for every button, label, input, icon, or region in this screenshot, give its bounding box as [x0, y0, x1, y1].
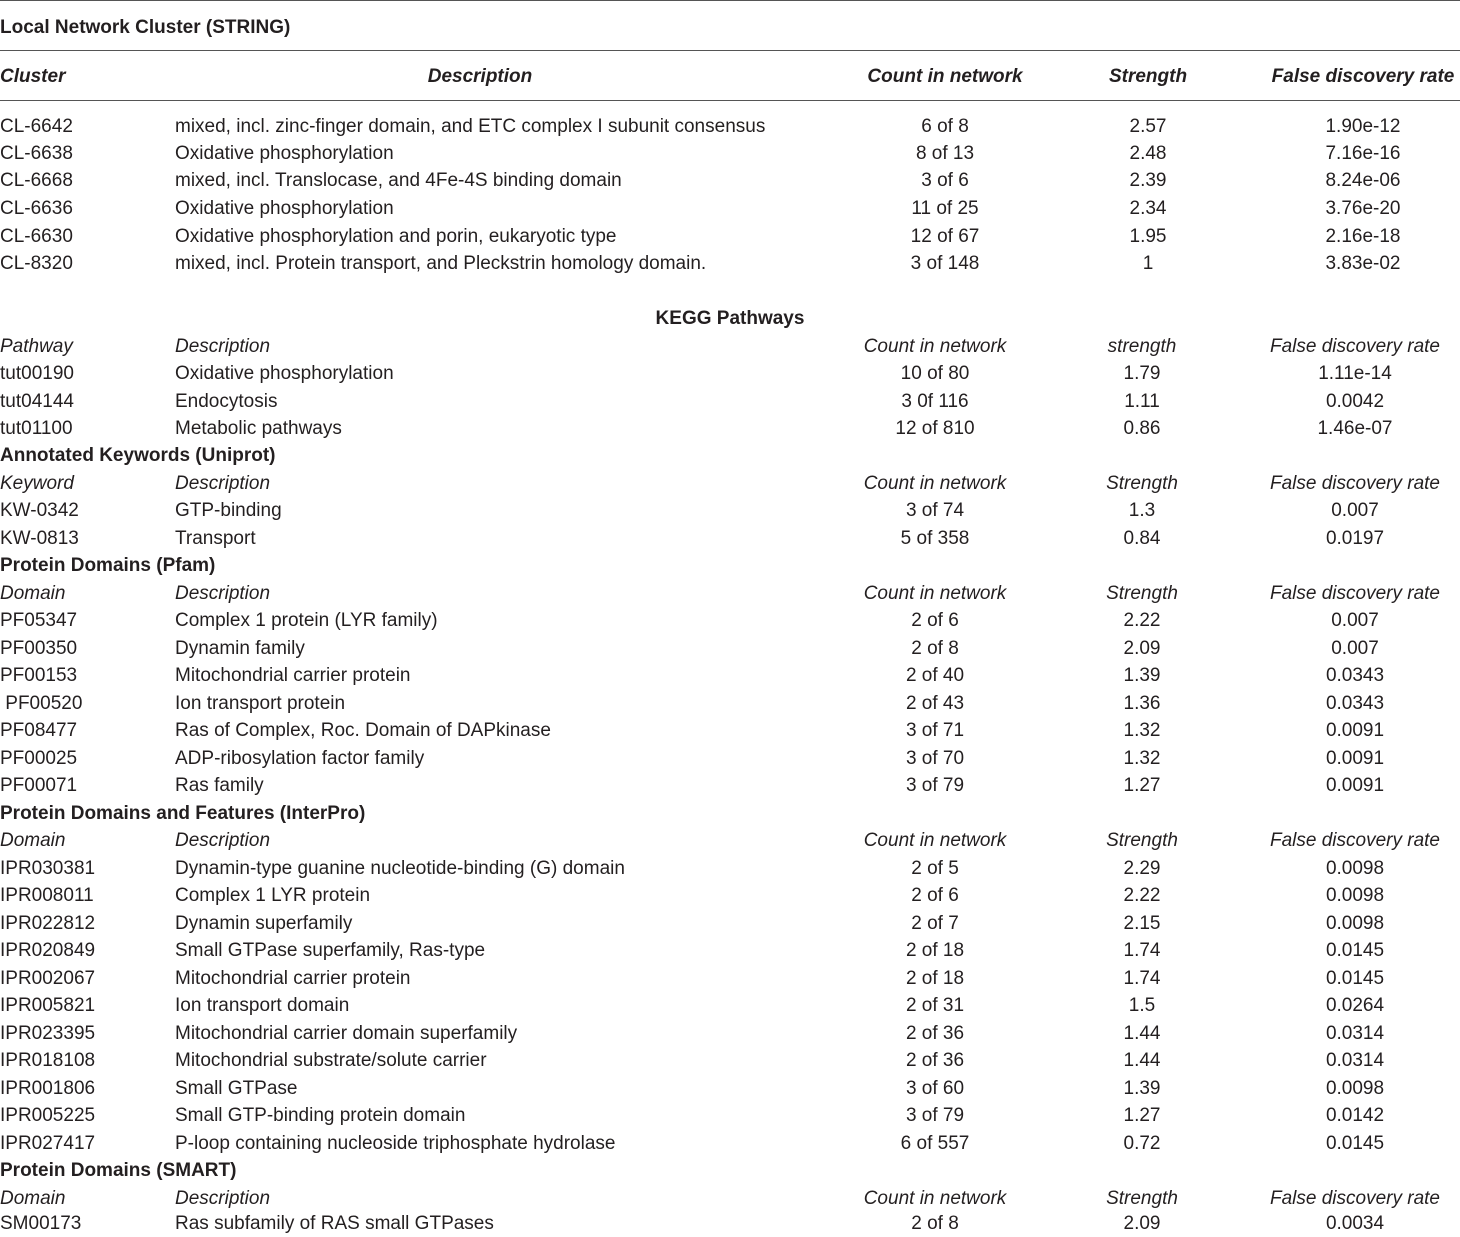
fdr: 0.0034 — [1325, 1213, 1385, 1234]
strength: 1.39 — [1123, 1078, 1161, 1099]
title-rule — [0, 50, 1460, 51]
header-strength: strength — [1107, 336, 1177, 357]
description: Ion transport domain — [175, 995, 350, 1016]
count: 2 of 36 — [905, 1050, 965, 1071]
fdr: 0.0264 — [1325, 995, 1385, 1016]
fdr: 0.0091 — [1325, 748, 1385, 769]
table-row — [0, 415, 1460, 442]
section-header-row — [0, 580, 1460, 607]
strength: 2.48 — [1129, 143, 1167, 164]
count: 2 of 8 — [911, 1213, 959, 1234]
count: 2 of 6 — [911, 610, 959, 631]
section-title-interpro: Protein Domains and Features (InterPro) — [0, 803, 366, 824]
header-fdr: False discovery rate — [1269, 583, 1441, 604]
strength: 2.09 — [1123, 1213, 1161, 1234]
table-row — [0, 388, 1460, 415]
count: 12 of 810 — [895, 418, 975, 439]
description: Dynamin superfamily — [175, 913, 353, 934]
table-row — [0, 910, 1460, 937]
term-id: tut01100 — [0, 418, 73, 439]
term-id: IPR002067 — [0, 968, 96, 989]
fdr: 0.0098 — [1325, 885, 1385, 906]
term-id: IPR023395 — [0, 1023, 96, 1044]
description: Complex 1 LYR protein — [175, 885, 371, 906]
section-header-row — [0, 827, 1460, 854]
term-id: PF00350 — [0, 638, 78, 659]
section-title-row — [0, 442, 1460, 469]
count: 2 of 18 — [905, 968, 965, 989]
header-rule — [0, 100, 1460, 101]
count: 3 of 148 — [910, 253, 980, 274]
count: 3 of 79 — [905, 775, 965, 796]
table-row — [0, 745, 1460, 772]
header-strength: Strength — [1106, 1188, 1178, 1209]
fdr: 3.83e-02 — [1325, 253, 1401, 274]
description: Mitochondrial carrier protein — [175, 665, 411, 686]
header-row-cluster — [0, 63, 1460, 90]
strength: 0.84 — [1123, 528, 1161, 549]
header-cluster: Cluster — [0, 66, 66, 87]
table-row — [0, 140, 1460, 167]
term-id: IPR005225 — [0, 1105, 96, 1126]
section-title-kegg: KEGG Pathways — [655, 308, 805, 329]
cluster-id: CL-6642 — [0, 116, 73, 137]
table-row — [0, 1075, 1460, 1102]
strength: 2.22 — [1123, 610, 1161, 631]
description: Metabolic pathways — [175, 418, 342, 439]
fdr: 0.0314 — [1325, 1023, 1385, 1044]
term-id: IPR008011 — [0, 885, 94, 906]
description: Dynamin-type guanine nucleotide-binding (G) domain — [175, 858, 625, 879]
fdr: 0.0098 — [1325, 913, 1385, 934]
header-fdr: False discovery rate — [1269, 830, 1441, 851]
description: Mitochondrial carrier domain superfamily — [175, 1023, 518, 1044]
section-title-pfam: Protein Domains (Pfam) — [0, 555, 216, 576]
count: 3 0f 116 — [901, 391, 969, 412]
header-id: Domain — [0, 830, 66, 851]
term-id: IPR001806 — [0, 1078, 96, 1099]
count: 6 of 8 — [921, 116, 969, 137]
description: Small GTPase superfamily, Ras-type — [175, 940, 486, 961]
section-title-row — [0, 552, 1460, 579]
term-id: KW-0813 — [0, 528, 79, 549]
header-id: Domain — [0, 583, 66, 604]
description: Dynamin family — [175, 638, 305, 659]
header-description: Description — [175, 583, 271, 604]
fdr: 1.90e-12 — [1325, 116, 1401, 137]
section-title-uniprot: Annotated Keywords (Uniprot) — [0, 445, 276, 466]
description: Mitochondrial carrier protein — [175, 968, 411, 989]
table-row — [0, 497, 1460, 524]
header-count: Count in network — [863, 473, 1007, 494]
term-id: IPR027417 — [0, 1133, 96, 1154]
header-description: Description — [175, 1188, 271, 1209]
header-strength: Strength — [1106, 473, 1178, 494]
count: 2 of 18 — [905, 940, 965, 961]
description: Oxidative phosphorylation and porin, eukaryotic type — [175, 226, 617, 247]
table-row — [0, 1102, 1460, 1129]
strength: 1.32 — [1123, 748, 1161, 769]
description: P-loop containing nucleoside triphosphate hydrolase — [175, 1133, 616, 1154]
description: Oxidative phosphorylation — [175, 143, 394, 164]
count: 2 of 31 — [905, 995, 965, 1016]
header-count: Count in network — [863, 1188, 1007, 1209]
fdr: 0.0314 — [1325, 1050, 1385, 1071]
description: Small GTPase — [175, 1078, 298, 1099]
strength: 2.29 — [1123, 858, 1161, 879]
strength: 1.27 — [1123, 775, 1161, 796]
term-id: PF00520 — [0, 693, 83, 714]
header-description: Description — [427, 66, 533, 87]
table-row — [0, 992, 1460, 1019]
fdr: 0.0343 — [1325, 693, 1385, 714]
description: mixed, incl. Translocase, and 4Fe-4S binding domain — [175, 170, 622, 191]
header-description: Description — [175, 830, 271, 851]
fdr: 7.16e-16 — [1325, 143, 1401, 164]
strength: 2.09 — [1123, 638, 1161, 659]
fdr: 0.0091 — [1325, 775, 1385, 796]
term-id: tut04144 — [0, 391, 74, 412]
count: 10 of 80 — [900, 363, 970, 384]
term-id: SM00173 — [0, 1213, 82, 1234]
count: 2 of 5 — [911, 858, 959, 879]
cluster-id: CL-8320 — [0, 253, 73, 274]
count: 3 of 71 — [905, 720, 965, 741]
strength: 1.79 — [1123, 363, 1161, 384]
fdr: 0.007 — [1331, 638, 1379, 659]
table-row — [0, 662, 1460, 689]
description: Endocytosis — [175, 391, 278, 412]
strength: 1.3 — [1128, 500, 1156, 521]
header-id: Keyword — [0, 473, 74, 494]
header-count: Count in network — [863, 336, 1007, 357]
cluster-id: CL-6630 — [0, 226, 73, 247]
strength: 1.74 — [1123, 968, 1161, 989]
description: ADP-ribosylation factor family — [175, 748, 425, 769]
header-strength: Strength — [1106, 830, 1178, 851]
fdr: 0.0343 — [1325, 665, 1385, 686]
table-row — [0, 223, 1460, 250]
section-header-row — [0, 1185, 1460, 1212]
strength: 2.22 — [1123, 885, 1161, 906]
count: 2 of 40 — [905, 665, 965, 686]
table-row — [0, 525, 1460, 552]
strength: 1.39 — [1123, 665, 1161, 686]
fdr: 3.76e-20 — [1325, 198, 1401, 219]
strength: 1.11 — [1124, 391, 1160, 412]
fdr: 0.0142 — [1325, 1105, 1385, 1126]
description: Ras family — [175, 775, 264, 796]
description: Ras of Complex, Roc. Domain of DAPkinase — [175, 720, 551, 741]
section-header-row — [0, 470, 1460, 497]
table-row — [0, 965, 1460, 992]
table-row — [0, 1130, 1460, 1157]
fdr: 1.46e-07 — [1317, 418, 1393, 439]
table-row — [0, 717, 1460, 744]
cluster-id: CL-6636 — [0, 198, 73, 219]
section-title-smart: Protein Domains (SMART) — [0, 1160, 237, 1181]
header-count: Count in network — [863, 583, 1007, 604]
fdr: 1.11e-14 — [1318, 363, 1392, 384]
table-row — [0, 855, 1460, 882]
count: 3 of 60 — [905, 1078, 965, 1099]
table-row — [0, 1020, 1460, 1047]
header-id: Pathway — [0, 336, 73, 357]
count: 2 of 36 — [905, 1023, 965, 1044]
header-strength: Strength — [1106, 583, 1178, 604]
count: 2 of 8 — [911, 638, 959, 659]
table-row — [0, 937, 1460, 964]
strength: 1.44 — [1123, 1023, 1161, 1044]
header-id: Domain — [0, 1188, 66, 1209]
fdr: 0.0197 — [1325, 528, 1385, 549]
table-row — [0, 113, 1460, 140]
count: 2 of 43 — [905, 693, 965, 714]
description: mixed, incl. Protein transport, and Pleckstrin homology domain. — [175, 253, 707, 274]
fdr: 0.0098 — [1325, 858, 1385, 879]
fdr: 0.007 — [1331, 500, 1379, 521]
count: 3 of 70 — [905, 748, 965, 769]
fdr: 0.0145 — [1325, 1133, 1385, 1154]
term-id: PF00153 — [0, 665, 78, 686]
cluster-id: CL-6668 — [0, 170, 73, 191]
fdr: 0.007 — [1331, 610, 1379, 631]
description: Small GTP-binding protein domain — [175, 1105, 466, 1126]
header-description: Description — [175, 473, 271, 494]
top-rule — [0, 0, 1460, 1]
strength: 1.74 — [1123, 940, 1161, 961]
table-title: Local Network Cluster (STRING) — [0, 17, 291, 38]
header-fdr: False discovery rate — [1269, 336, 1441, 357]
table-row — [0, 167, 1460, 194]
strength: 1.5 — [1128, 995, 1156, 1016]
strength: 2.34 — [1129, 198, 1167, 219]
fdr: 0.0145 — [1325, 968, 1385, 989]
fdr: 0.0042 — [1325, 391, 1385, 412]
count: 2 of 6 — [911, 885, 959, 906]
table-row — [0, 195, 1460, 222]
header-fdr: False discovery rate — [1271, 66, 1455, 87]
section-header-row — [0, 333, 1460, 360]
term-id: PF00071 — [0, 775, 78, 796]
description: Mitochondrial substrate/solute carrier — [175, 1050, 487, 1071]
table-row — [0, 607, 1460, 634]
description: Oxidative phosphorylation — [175, 363, 394, 384]
strength: 1.32 — [1123, 720, 1161, 741]
description: Ras subfamily of RAS small GTPases — [175, 1213, 494, 1234]
description: Oxidative phosphorylation — [175, 198, 394, 219]
count: 12 of 67 — [910, 226, 980, 247]
term-id: IPR030381 — [0, 858, 96, 879]
section-title-row — [0, 305, 1460, 332]
strength: 1.44 — [1123, 1050, 1161, 1071]
term-id: IPR022812 — [0, 913, 96, 934]
table-row — [0, 250, 1460, 277]
description: GTP-binding — [175, 500, 282, 521]
strength: 0.72 — [1123, 1133, 1161, 1154]
fdr: 8.24e-06 — [1325, 170, 1401, 191]
description: mixed, incl. zinc-finger domain, and ETC complex I subunit consensus — [175, 116, 766, 137]
table-row — [0, 882, 1460, 909]
table-row — [0, 690, 1460, 717]
header-count: Count in network — [863, 830, 1007, 851]
header-fdr: False discovery rate — [1269, 473, 1441, 494]
description: Ion transport protein — [175, 693, 346, 714]
count: 3 of 74 — [905, 500, 965, 521]
strength: 2.15 — [1123, 913, 1161, 934]
table-row — [0, 1047, 1460, 1074]
header-count: Count in network — [867, 66, 1023, 87]
strength: 0.86 — [1123, 418, 1161, 439]
count: 5 of 358 — [900, 528, 970, 549]
header-description: Description — [175, 336, 271, 357]
strength: 2.39 — [1129, 170, 1167, 191]
count: 2 of 7 — [911, 913, 959, 934]
strength: 2.57 — [1129, 116, 1167, 137]
table-row — [0, 635, 1460, 662]
header-fdr: False discovery rate — [1269, 1188, 1441, 1209]
term-id: KW-0342 — [0, 500, 79, 521]
fdr: 0.0098 — [1325, 1078, 1385, 1099]
section-title-row — [0, 1157, 1460, 1184]
count: 3 of 6 — [921, 170, 969, 191]
cluster-id: CL-6638 — [0, 143, 73, 164]
term-id: IPR018108 — [0, 1050, 96, 1071]
term-id: tut00190 — [0, 363, 74, 384]
description: Complex 1 protein (LYR family) — [175, 610, 438, 631]
fdr: 0.0145 — [1325, 940, 1385, 961]
fdr: 2.16e-18 — [1325, 226, 1401, 247]
count: 6 of 557 — [900, 1133, 970, 1154]
strength: 1.27 — [1123, 1105, 1161, 1126]
strength: 1.36 — [1123, 693, 1161, 714]
strength: 1.95 — [1129, 226, 1167, 247]
term-id: PF05347 — [0, 610, 78, 631]
strength: 1 — [1142, 253, 1154, 274]
section-title-row — [0, 800, 1460, 827]
table-title-row — [0, 14, 1460, 41]
header-strength: Strength — [1108, 66, 1188, 87]
count: 8 of 13 — [915, 143, 975, 164]
fdr: 0.0091 — [1325, 720, 1385, 741]
term-id: PF08477 — [0, 720, 78, 741]
count: 3 of 79 — [905, 1105, 965, 1126]
table-row — [0, 1210, 1460, 1237]
table-row — [0, 772, 1460, 799]
table-row — [0, 360, 1460, 387]
count: 11 of 25 — [911, 198, 979, 219]
term-id: PF00025 — [0, 748, 78, 769]
term-id: IPR020849 — [0, 940, 96, 961]
term-id: IPR005821 — [0, 995, 96, 1016]
description: Transport — [175, 528, 256, 549]
